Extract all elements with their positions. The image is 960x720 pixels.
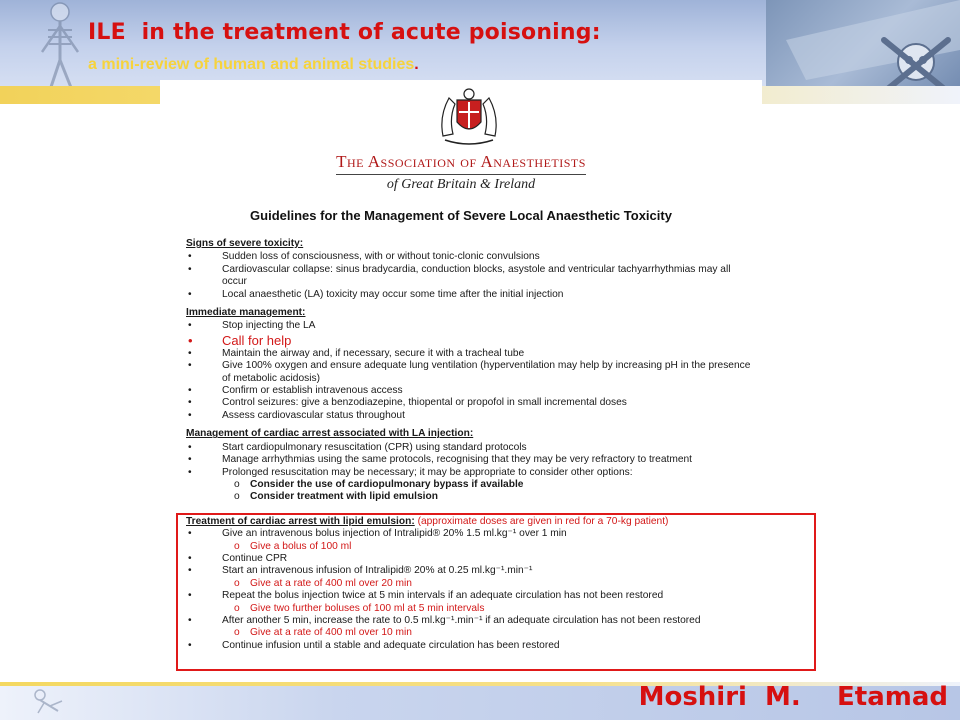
sub-item-text: Give at a rate of 400 ml over 10 min: [250, 627, 412, 639]
list-item: [186, 442, 756, 454]
list-item: [186, 467, 756, 479]
list-item-text: Confirm or establish intravenous access: [222, 385, 403, 397]
signs-section: [186, 238, 756, 301]
sub-item: [186, 479, 756, 491]
list-item-text: Call for help: [222, 332, 292, 348]
list-item-text: Sudden loss of consciousness, with or without tonic-clonic convulsions: [222, 251, 540, 263]
slide-subtitle: [88, 56, 419, 74]
sub-marker: o: [234, 478, 240, 490]
sub-item-text: Consider treatment with lipid emulsion: [250, 491, 438, 503]
bullet: •: [188, 263, 192, 275]
list-item-text: Assess cardiovascular status throughout: [222, 409, 405, 421]
sub-marker: o: [234, 577, 240, 589]
subtitle-dot: .: [414, 56, 419, 73]
bullet: •: [188, 639, 192, 651]
bullet: •: [188, 332, 193, 348]
list-item-text: Start cardiopulmonary resuscitation (CPR) using standard protocols: [222, 441, 527, 453]
skeleton-icon: [28, 0, 98, 92]
bullet: •: [188, 385, 192, 397]
section-heading: Treatment of cardiac arrest with lipid emulsion:: [186, 515, 415, 527]
list-item-text: Local anaesthetic (LA) toxicity may occur some time after the initial injection: [222, 288, 564, 300]
association-name: The Association of Anaesthetists: [336, 152, 586, 171]
list-item-text: Start an intravenous infusion of Intralipid® 20% at 0.25 ml.kg⁻¹.min⁻¹: [222, 565, 533, 577]
sub-item: [186, 491, 756, 503]
list-item-text: Maintain the airway and, if necessary, secure it with a tracheal tube: [222, 347, 525, 359]
bullet: •: [188, 347, 192, 359]
sub-marker: o: [234, 627, 240, 639]
title-text: in the treatment of acute poisoning:: [141, 20, 601, 45]
bullet: •: [188, 552, 192, 564]
immediate-section: [186, 307, 756, 422]
list-item-text: Manage arrhythmias using the same protocols, recognising that they may be very refractory to treatment: [222, 454, 692, 466]
list-item-text: Continue infusion until a stable and adequate circulation has been restored: [222, 639, 560, 651]
sub-marker: o: [234, 602, 240, 614]
bullet: •: [188, 528, 192, 540]
list-item: [186, 348, 756, 360]
bullet: •: [188, 409, 192, 421]
association-rule: [336, 174, 586, 175]
section-heading: Signs of severe toxicity:: [186, 238, 304, 249]
bullet: •: [188, 288, 192, 300]
bullet: •: [188, 397, 192, 409]
dose-note: (approximate doses are given in red for a 70-kg patient): [417, 515, 669, 527]
list-item-text: Give 100% oxygen and ensure adequate lung ventilation (hyperventilation may help by increasing pH in the presence of metabolic acidosis): [222, 360, 751, 384]
list-item-text: Control seizures: give a benzodiazepine, thiopental or propofol in small incremental doses: [222, 397, 627, 409]
cardiac-arrest-section: [186, 428, 756, 503]
list-item: [186, 385, 756, 397]
list-item-text: Continue CPR: [222, 552, 288, 564]
list-item-call-for-help: [186, 333, 756, 348]
slide-title: [88, 20, 601, 45]
sub-item-text: Consider the use of cardiopulmonary bypass if available: [250, 478, 524, 490]
bullet: •: [188, 320, 192, 332]
bullet: •: [188, 441, 192, 453]
bullet: •: [188, 466, 192, 478]
association-heading: [160, 152, 762, 193]
list-item-text: Give an intravenous bolus injection of Intralipid® 20% 1.5 ml.kg⁻¹ over 1 min: [222, 528, 567, 540]
bullet: •: [188, 614, 192, 626]
bullet: •: [188, 454, 192, 466]
list-item: [186, 264, 756, 289]
list-item-text: Stop injecting the LA: [222, 320, 316, 332]
section-heading: Management of cardiac arrest associated with LA injection:: [186, 428, 474, 440]
list-item: [186, 320, 756, 332]
author-credit: Moshiri M. Etamad: [638, 682, 948, 712]
sub-item-text: Give two further boluses of 100 ml at 5 min intervals: [250, 602, 485, 614]
bullet: •: [188, 360, 192, 372]
bullet: •: [188, 590, 192, 602]
guideline-title: Guidelines for the Management of Severe Local Anaesthetic Toxicity: [250, 208, 672, 223]
list-item: [186, 251, 756, 263]
bullet: •: [188, 251, 192, 263]
bullet: •: [188, 565, 192, 577]
list-item: [186, 360, 756, 385]
list-item-text: Cardiovascular collapse: sinus bradycardia, conduction blocks, asystole and ventricular tachyarrhythmias may all occur: [222, 263, 731, 288]
list-item: [186, 454, 756, 466]
sub-item-text: Give at a rate of 400 ml over 20 min: [250, 577, 412, 589]
sub-marker: o: [234, 540, 240, 552]
section-heading: Immediate management:: [186, 307, 306, 319]
title-abbr: ILE: [88, 20, 126, 45]
list-item: [186, 397, 756, 409]
sub-item-text: Give a bolus of 100 ml: [250, 540, 352, 552]
association-crest-icon: [435, 86, 503, 148]
lipid-highlight-box: [176, 513, 816, 671]
subtitle-text: a mini-review of human and animal studies: [88, 56, 415, 73]
skeleton-small-icon: [28, 687, 68, 717]
list-item-text: Repeat the bolus injection twice at 5 min intervals if an adequate circulation has not been restored: [222, 590, 664, 602]
association-region: of Great Britain & Ireland: [386, 177, 536, 192]
list-item: [186, 289, 756, 301]
list-item-text: Prolonged resuscitation may be necessary; it may be appropriate to consider other options:: [222, 466, 633, 478]
list-item: [186, 410, 756, 422]
sub-marker: o: [234, 491, 240, 503]
list-item-text: After another 5 min, increase the rate to 0.5 ml.kg⁻¹.min⁻¹ if an adequate circulation has not been restored: [222, 614, 701, 626]
